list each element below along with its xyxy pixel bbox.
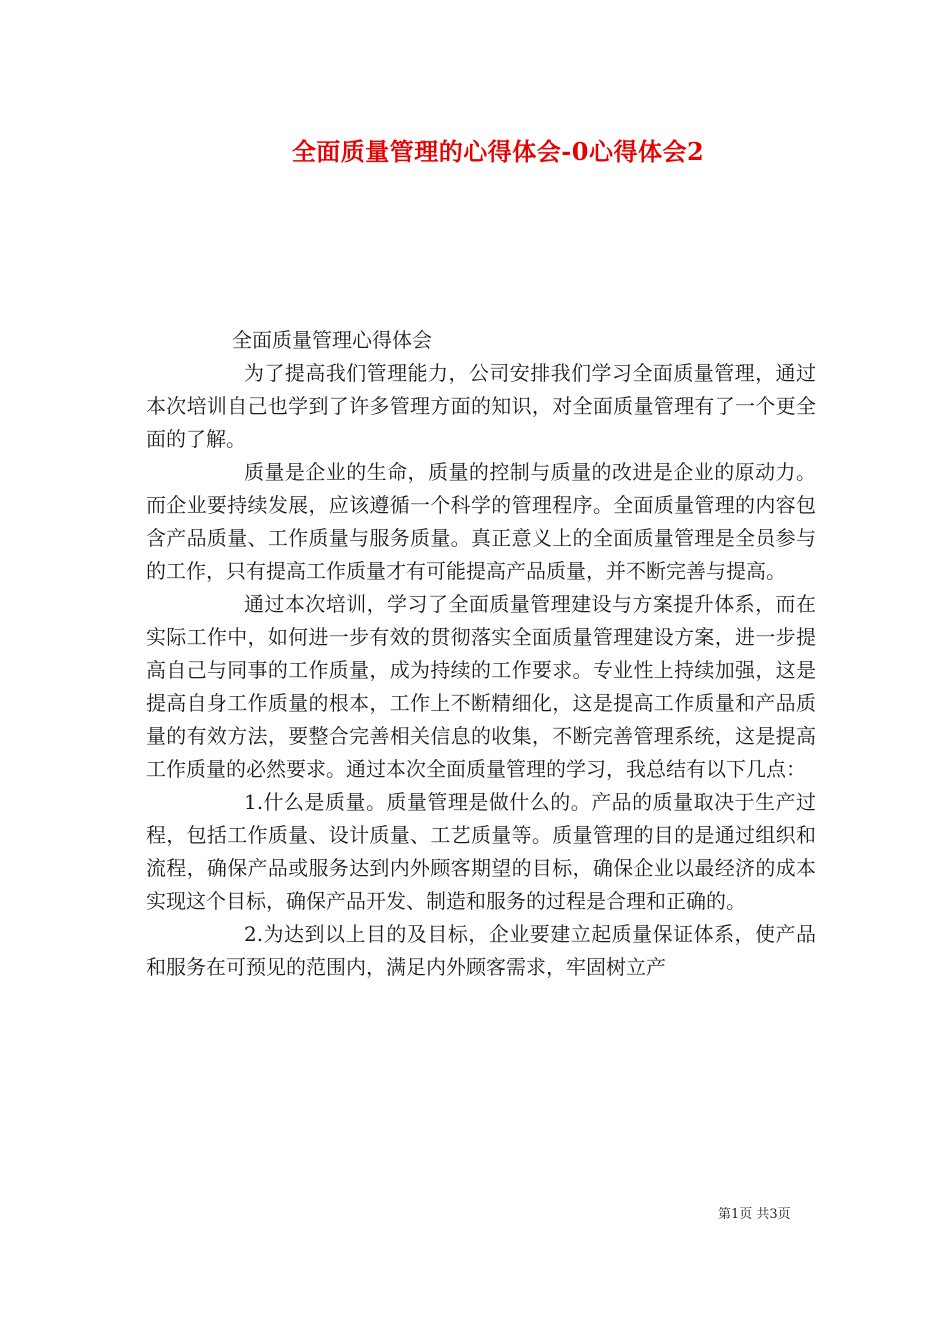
paragraph: 通过本次培训，学习了全面质量管理建设与方案提升体系，而在实际工作中，如何进一步有效的贯彻落实全面质量管理建设方案，进一步提高自己与同事的工作质量，成为持续的工作要求。专业性上持续加强，这是提高自身工作质量的根本，工作上不断精细化，这是提高工作质量和产品质量的有效方法，要整合完善相关信息的收集，不断完善管理系统，这是提高工作质量的必然要求。通过本次全面质量管理的学习，我总结有以下几点： [146, 592, 816, 781]
document-body [146, 357, 816, 984]
document-subtitle: 全面质量管理心得体会 [232, 328, 432, 352]
paragraph: 1.什么是质量。质量管理是做什么的。产品的质量取决于生产过程，包括工作质量、设计质量、工艺质量等。质量管理的目的是通过组织和流程，确保产品或服务达到内外顾客期望的目标，确保企业以最经济的成本实现这个目标，确保产品开发、制造和服务的过程是合理和正确的。 [146, 790, 816, 913]
paragraph: 质量是企业的生命，质量的控制与质量的改进是企业的原动力。而企业要持续发展，应该遵循一个科学的管理程序。全面质量管理的内容包含产品质量、工作质量与服务质量。真正意义上的全面质量管理是全员参与的工作，只有提高工作质量才有可能提高产品质量，并不断完善与提高。 [146, 460, 816, 583]
document-title: 全面质量管理的心得体会-0心得体会2 [291, 137, 705, 166]
paragraph: 为了提高我们管理能力，公司安排我们学习全面质量管理，通过本次培训自己也学到了许多管理方面的知识，对全面质量管理有了一个更全面的了解。 [146, 361, 816, 451]
page-number-footer: 第1页 共3页 [718, 1207, 791, 1222]
paragraph: 2.为达到以上目的及目标，企业要建立起质量保证体系，使产品和服务在可预见的范围内，满足内外顾客需求，牢固树立产 [146, 922, 816, 979]
